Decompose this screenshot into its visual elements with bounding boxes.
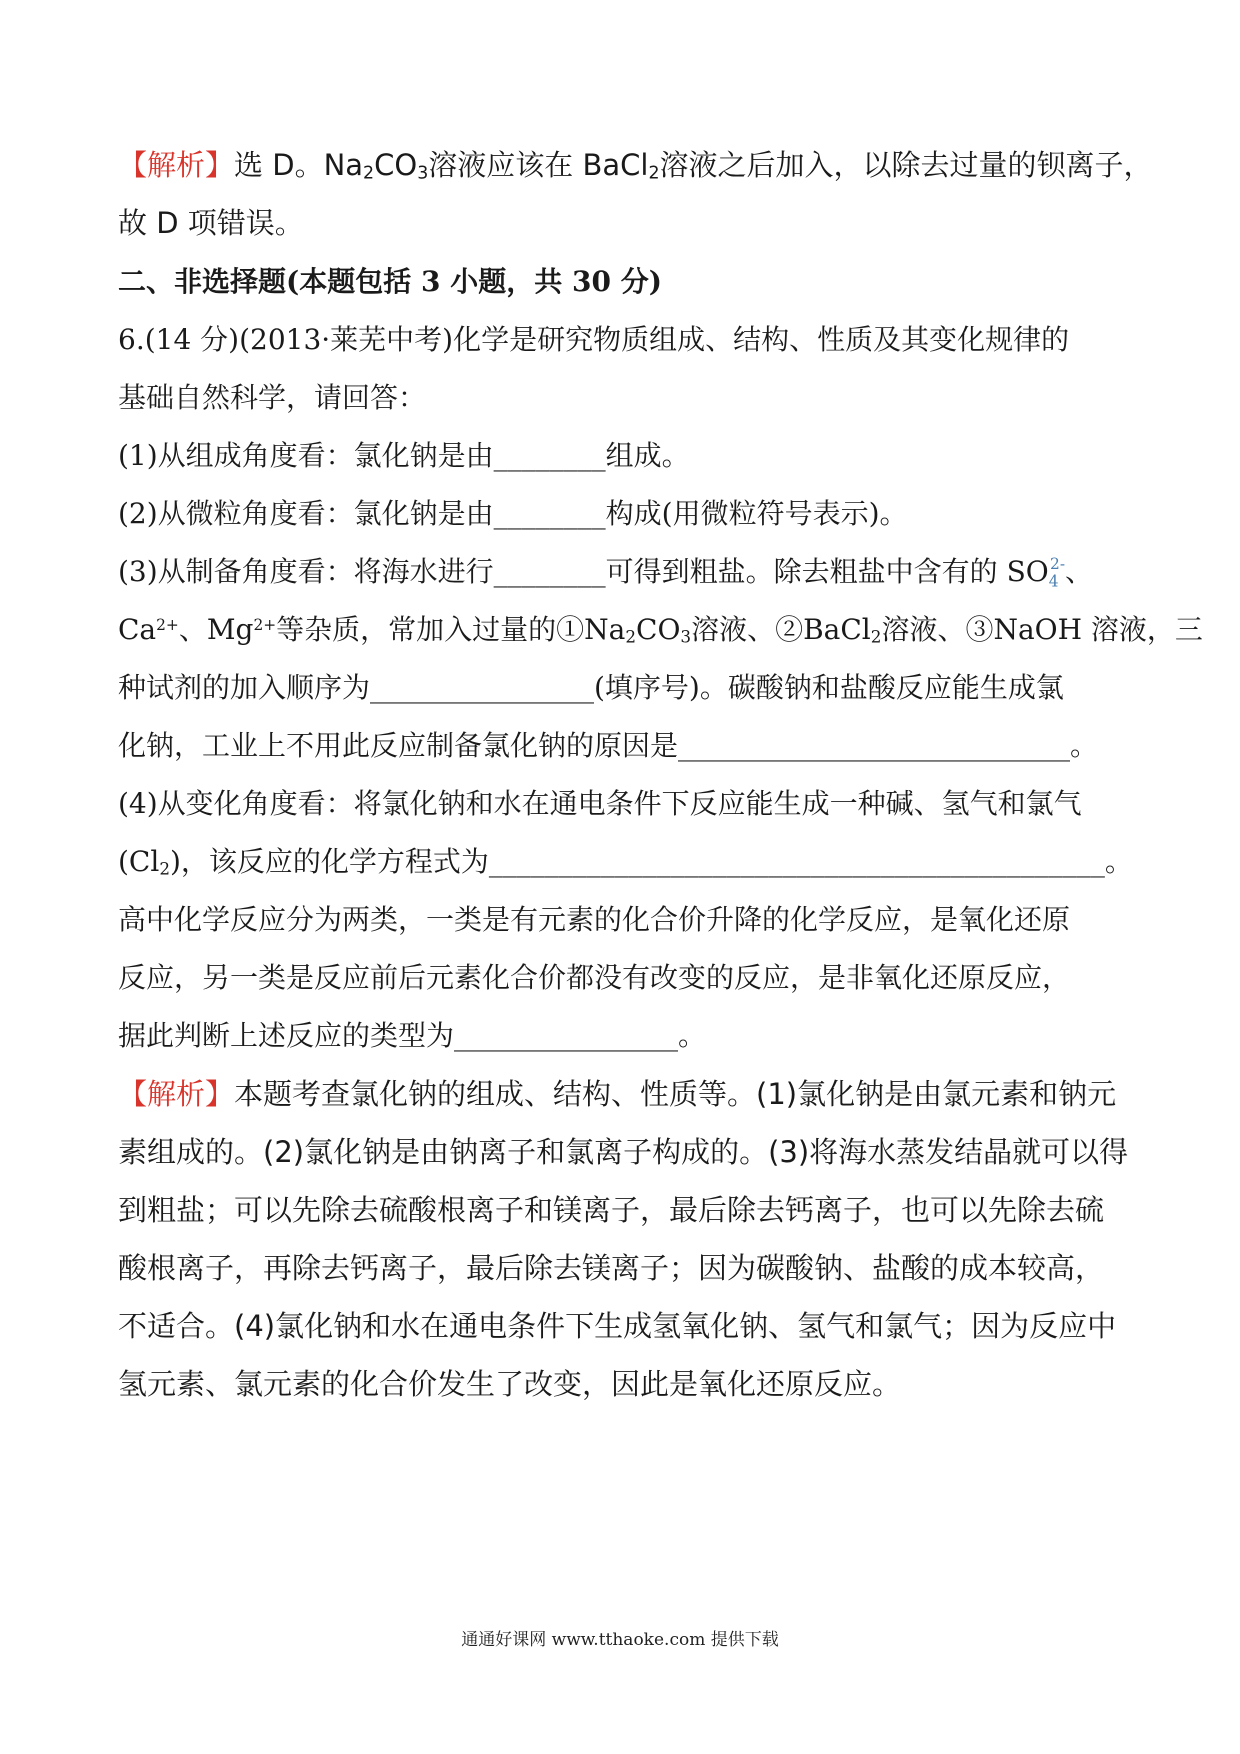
analysis-line: 不适合。(4)氯化钠和水在通电条件下生成氢氧化钠、氢气和氯气；因为反应中 (118, 1309, 1117, 1343)
analysis-line1: 【解析】本题考查氯化钠的组成、结构、性质等。(1)氯化钠是由氯元素和钠元 (118, 1077, 1117, 1111)
page-footer: 通通好课网 www.tthaoke.com 提供下载 (461, 1630, 779, 1650)
analysis-line: 到粗盐；可以先除去硫酸根离子和镁离子，最后除去钙离子，也可以先除去硫 (118, 1193, 1105, 1227)
question-line: 6.(14 分)(2013·莱芜中考)化学是研究物质组成、结构、性质及其变化规律的 (118, 323, 1070, 356)
prev-analysis-line1: 【解析】选 D。$Na_2CO_3$溶液应该在 BaCl$_2$溶液之后加入，以除去过量的钡离子， (118, 148, 1153, 184)
analysis-line: 酸根离子，再除去钙离子，最后除去镁离子；因为碳酸钠、盐酸的成本较高， (118, 1251, 1105, 1285)
analysis-line: 氢元素、氯元素的化合价发生了改变，因此是氧化还原反应。 (118, 1367, 902, 1401)
question-part-4-line4: 反应，另一类是反应前后元素化合价都没有改变的反应，是非氧化还原反应， (118, 961, 1071, 994)
analysis-line: 素组成的。(2)氯化钠是由钠离子和氯离子构成的。(3)将海水蒸发结晶就可以得 (118, 1135, 1129, 1169)
question-part-3-line1: (3)从制备角度看：将海水进行________可得到粗盐。除去粗盐中含有的 $SO4^{2-}$、 (118, 555, 1094, 591)
question-part-3-line3: 种试剂的加入顺序为________________(填序号)。碳酸钠和盐酸反应能生成氯 (118, 671, 1064, 704)
question-part-4-line2: $(Cl_2)$，该反应的化学方程式为____________________________________________。 (118, 845, 1133, 879)
analysis-tag: 【解析】 (118, 1077, 235, 1111)
question-part-2: (2)从微粒角度看：氯化钠是由________构成(用微粒符号表示)。 (118, 497, 908, 530)
section-heading: 二、非选择题(本题包括 3 小题，共 30 分) (118, 265, 662, 298)
question-part-3-line4: 化钠，工业上不用此反应制备氯化钠的原因是____________________________。 (118, 729, 1099, 762)
question-part-4-line5: 据此判断上述反应的类型为________________。 (118, 1019, 707, 1052)
prev-analysis-line2: 故 D 项错误。 (118, 206, 304, 240)
question-part-4-line1: (4)从变化角度看：将氯化钠和水在通电条件下反应能生成一种碱、氢气和氯气 (118, 787, 1082, 820)
analysis-tag: 【解析】 (118, 148, 235, 182)
question-part-1: (1)从组成角度看：氯化钠是由________组成。 (118, 439, 690, 472)
question-part-4-line3: 高中化学反应分为两类，一类是有元素的化合价升降的化学反应，是氧化还原 (118, 903, 1071, 936)
question-part-3-line2: $Ca^{2+}$、$Mg^{2+}$等杂质，常加入过量的$①Na_2CO_3$溶液、②BaCl$_2$溶液、③NaOH 溶液，三 (118, 613, 1203, 647)
question-line: 基础自然科学，请回答： (118, 381, 427, 414)
